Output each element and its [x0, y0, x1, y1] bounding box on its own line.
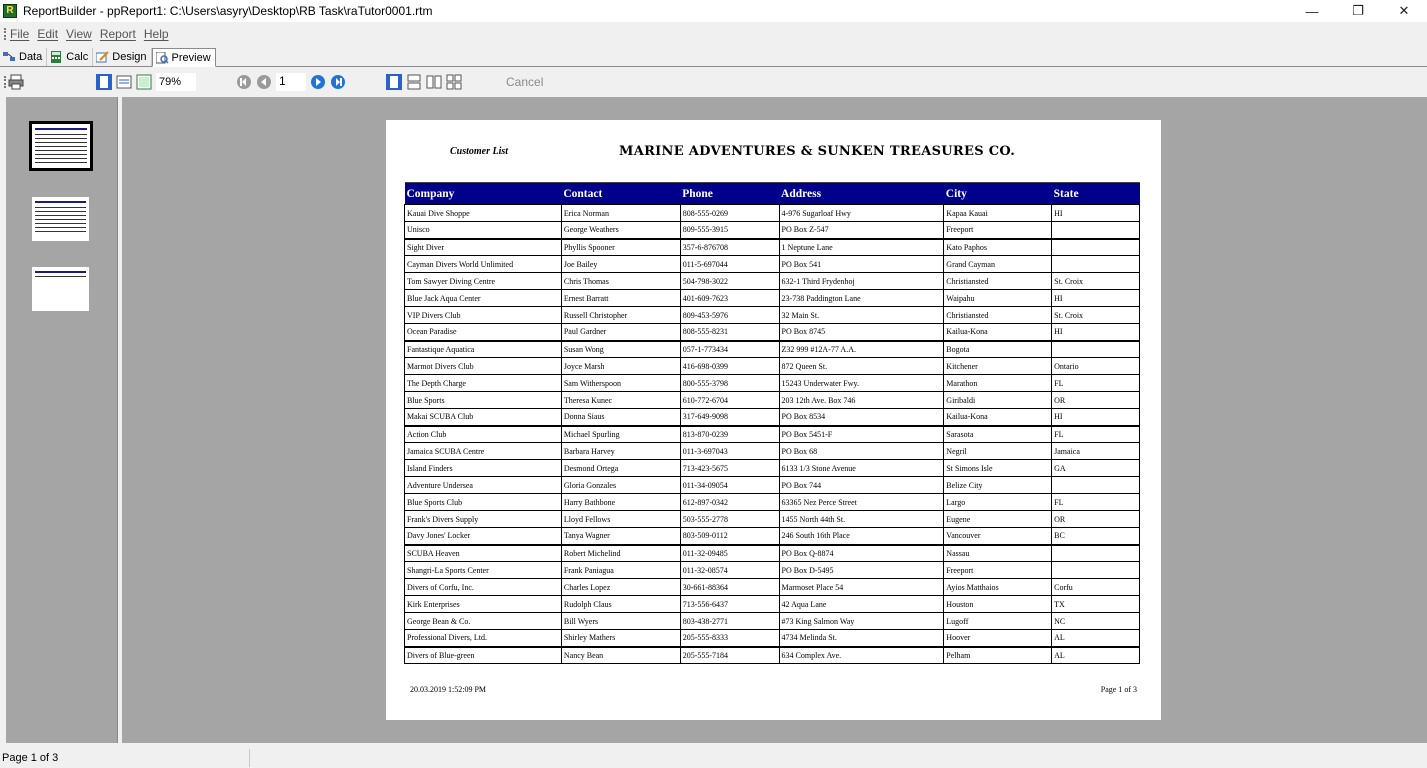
- report-footer-page-number: Page 1 of 3: [1100, 685, 1137, 694]
- table-cell-address: PO Box 744: [779, 477, 944, 494]
- tab-design[interactable]: [93, 48, 151, 66]
- workspace-tabs: [0, 48, 1427, 67]
- table-cell-address: 63365 Nez Perce Street: [779, 494, 944, 511]
- table-cell-state: Jamaica: [1052, 443, 1140, 460]
- table-row: [405, 562, 1140, 579]
- table-cell-company: Kauai Dive Shoppe: [405, 205, 562, 222]
- table-cell-company: Frank's Divers Supply: [405, 511, 562, 528]
- column-header-state: State: [1052, 183, 1140, 205]
- table-cell-city: Kapaa Kauai: [944, 205, 1052, 222]
- table-row: [405, 341, 1140, 358]
- table-cell-company: George Bean & Co.: [405, 613, 562, 630]
- table-cell-company: Divers of Corfu, Inc.: [405, 579, 562, 596]
- window-title: ReportBuilder - ppReport1: C:\Users\asyry\Desktop\RB Task\raTutor0001.rtm: [23, 4, 433, 18]
- table-cell-contact: Joe Bailey: [561, 256, 680, 273]
- table-cell-address: PO Box D-5495: [779, 562, 944, 579]
- table-cell-city: St Simons Isle: [944, 460, 1052, 477]
- table-cell-contact: Ernest Barratt: [561, 290, 680, 307]
- restore-button[interactable]: ❐: [1352, 3, 1364, 18]
- table-cell-address: 246 South 16th Place: [779, 528, 944, 545]
- table-cell-phone: 30-661-88364: [680, 579, 779, 596]
- table-cell-state: [1052, 222, 1140, 239]
- table-cell-phone: 011-3-697043: [680, 443, 779, 460]
- table-cell-contact: Gloria Gonzales: [561, 477, 680, 494]
- table-cell-state: [1052, 477, 1140, 494]
- zoom-percentage-field[interactable]: 79%: [156, 73, 196, 91]
- table-cell-phone: 809-555-3915: [680, 222, 779, 239]
- table-cell-phone: 504-798-3022: [680, 273, 779, 290]
- page-number-field[interactable]: 1: [276, 73, 306, 91]
- table-cell-city: Largo: [944, 494, 1052, 511]
- menu-view[interactable]: View: [66, 27, 92, 41]
- table-cell-contact: Tanya Wagner: [561, 528, 680, 545]
- table-cell-city: Negril: [944, 443, 1052, 460]
- table-cell-contact: Frank Paniagua: [561, 562, 680, 579]
- print-icon[interactable]: [8, 74, 24, 90]
- table-cell-company: Action Club: [405, 426, 562, 443]
- table-row: [405, 239, 1140, 256]
- table-row: [405, 290, 1140, 307]
- page-thumbnail-2[interactable]: [32, 197, 89, 241]
- table-cell-contact: Lloyd Fellows: [561, 511, 680, 528]
- table-cell-company: Fantastique Aquatica: [405, 341, 562, 358]
- table-cell-contact: Chris Thomas: [561, 273, 680, 290]
- tab-data-label: Data: [19, 51, 43, 63]
- menu-bar: [0, 24, 1427, 44]
- table-cell-address: Marmoset Place 54: [779, 579, 944, 596]
- table-row: [405, 477, 1140, 494]
- table-cell-address: 634 Complex Ave.: [779, 647, 944, 664]
- table-cell-city: Marathon: [944, 375, 1052, 392]
- table-cell-company: Ocean Paradise: [405, 324, 562, 341]
- cancel-button[interactable]: Cancel: [506, 75, 544, 89]
- table-cell-company: SCUBA Heaven: [405, 545, 562, 562]
- table-row: [405, 307, 1140, 324]
- close-button[interactable]: ✕: [1398, 3, 1410, 18]
- tab-calc[interactable]: [47, 48, 93, 66]
- table-cell-phone: 813-870-0239: [680, 426, 779, 443]
- table-cell-city: Houston: [944, 596, 1052, 613]
- table-row: [405, 630, 1140, 647]
- table-cell-phone: 011-5-697044: [680, 256, 779, 273]
- table-row: [405, 494, 1140, 511]
- table-cell-company: Blue Sports Club: [405, 494, 562, 511]
- single-page-view-icon[interactable]: [386, 74, 402, 90]
- table-cell-company: Divers of Blue-green: [405, 647, 562, 664]
- table-cell-company: Tom Sawyer Diving Centre: [405, 273, 562, 290]
- table-cell-phone: 057-1-773434: [680, 341, 779, 358]
- table-cell-state: FL: [1052, 375, 1140, 392]
- status-bar: [0, 748, 1427, 768]
- tab-calc-label: Calc: [66, 51, 89, 63]
- column-header-address: Address: [779, 183, 944, 205]
- table-cell-phone: 317-649-9098: [680, 409, 779, 426]
- table-row: [405, 392, 1140, 409]
- whole-page-icon[interactable]: [96, 74, 112, 90]
- column-header-phone: Phone: [680, 183, 779, 205]
- customer-table: [404, 182, 1140, 664]
- tab-design-label: Design: [112, 51, 147, 63]
- table-row: [405, 426, 1140, 443]
- table-cell-address: PO Box 8745: [779, 324, 944, 341]
- table-cell-state: HI: [1052, 290, 1140, 307]
- page-thumbnail-3[interactable]: [32, 267, 89, 311]
- table-cell-city: Kitchener: [944, 358, 1052, 375]
- table-cell-phone: 713-556-6437: [680, 596, 779, 613]
- table-cell-address: 15243 Underwater Fwy.: [779, 375, 944, 392]
- table-cell-address: 23-738 Paddington Lane: [779, 290, 944, 307]
- report-page: [386, 120, 1161, 720]
- data-icon: [3, 51, 16, 63]
- table-cell-address: PO Box Q-8874: [779, 545, 944, 562]
- calc-icon: [50, 51, 63, 63]
- page-width-icon[interactable]: [116, 74, 132, 90]
- table-cell-address: 4-976 Sugarloaf Hwy: [779, 205, 944, 222]
- table-cell-city: Nassau: [944, 545, 1052, 562]
- design-icon: [96, 51, 109, 63]
- table-cell-address: PO Box 5451-F: [779, 426, 944, 443]
- page-thumbnail-1[interactable]: [29, 121, 93, 171]
- table-cell-phone: 713-423-5675: [680, 460, 779, 477]
- table-cell-phone: 416-698-0399: [680, 358, 779, 375]
- table-cell-phone: 808-555-8231: [680, 324, 779, 341]
- table-cell-company: Marmot Divers Club: [405, 358, 562, 375]
- column-header-contact: Contact: [561, 183, 680, 205]
- table-cell-city: Ayios Matthaios: [944, 579, 1052, 596]
- table-cell-contact: Bill Wyers: [561, 613, 680, 630]
- table-cell-state: [1052, 341, 1140, 358]
- table-cell-company: Blue Jack Aqua Center: [405, 290, 562, 307]
- multi-page-view-icon[interactable]: [446, 74, 462, 90]
- table-cell-city: Vancouver: [944, 528, 1052, 545]
- table-cell-state: FL: [1052, 494, 1140, 511]
- table-cell-address: 1455 North 44th St.: [779, 511, 944, 528]
- table-cell-city: Hoover: [944, 630, 1052, 647]
- table-row: [405, 647, 1140, 664]
- table-cell-company: Sight Diver: [405, 239, 562, 256]
- table-header-row: [405, 183, 1140, 205]
- table-cell-address: 4734 Melinda St.: [779, 630, 944, 647]
- table-cell-company: Makai SCUBA Club: [405, 409, 562, 426]
- table-cell-phone: 205-555-8333: [680, 630, 779, 647]
- table-cell-city: Giribaldi: [944, 392, 1052, 409]
- table-cell-state: OR: [1052, 392, 1140, 409]
- table-cell-phone: 011-32-09485: [680, 545, 779, 562]
- table-row: [405, 256, 1140, 273]
- table-cell-contact: Paul Gardner: [561, 324, 680, 341]
- 100-percent-icon[interactable]: [136, 74, 152, 90]
- table-cell-phone: 803-438-2771: [680, 613, 779, 630]
- table-cell-phone: 205-555-7184: [680, 647, 779, 664]
- table-cell-city: Kato Paphos: [944, 239, 1052, 256]
- report-footer-date: 20.03.2019 1:52:09 PM: [410, 685, 487, 694]
- menu-grip-icon: [4, 28, 6, 40]
- table-cell-state: HI: [1052, 324, 1140, 341]
- table-cell-contact: Sam Witherspoon: [561, 375, 680, 392]
- table-cell-phone: 011-34-09054: [680, 477, 779, 494]
- table-cell-phone: 503-555-2778: [680, 511, 779, 528]
- tab-preview[interactable]: [152, 48, 216, 67]
- table-row: [405, 579, 1140, 596]
- last-page-icon[interactable]: [330, 74, 346, 90]
- table-cell-state: OR: [1052, 511, 1140, 528]
- toolbar-grip-icon: [4, 76, 6, 88]
- prior-page-icon[interactable]: [256, 74, 272, 90]
- table-cell-contact: Desmond Ortega: [561, 460, 680, 477]
- table-cell-address: PO Box 68: [779, 443, 944, 460]
- table-cell-phone: 808-555-0269: [680, 205, 779, 222]
- table-row: [405, 596, 1140, 613]
- two-page-view-icon[interactable]: [426, 74, 442, 90]
- table-cell-contact: Russell Christopher: [561, 307, 680, 324]
- page-thumbnails-panel[interactable]: [6, 97, 118, 743]
- table-cell-state: HI: [1052, 409, 1140, 426]
- table-cell-phone: 803-509-0112: [680, 528, 779, 545]
- preview-toolbar: [0, 68, 1427, 96]
- table-cell-address: Z32 999 #12A-77 A.A.: [779, 341, 944, 358]
- table-row: [405, 273, 1140, 290]
- column-header-company: Company: [405, 183, 562, 205]
- table-cell-state: GA: [1052, 460, 1140, 477]
- table-cell-state: [1052, 239, 1140, 256]
- table-cell-contact: Erica Norman: [561, 205, 680, 222]
- table-row: [405, 222, 1140, 239]
- continuous-view-icon[interactable]: [406, 74, 422, 90]
- table-cell-company: VIP Divers Club: [405, 307, 562, 324]
- table-cell-state: FL: [1052, 426, 1140, 443]
- table-cell-contact: Donna Siaus: [561, 409, 680, 426]
- status-page-text: Page 1 of 3: [0, 749, 250, 767]
- table-cell-contact: Charles Lopez: [561, 579, 680, 596]
- table-cell-state: [1052, 545, 1140, 562]
- report-title: Customer List: [450, 146, 509, 157]
- table-cell-state: HI: [1052, 205, 1140, 222]
- table-cell-contact: Susan Wong: [561, 341, 680, 358]
- table-cell-company: Adventure Undersea: [405, 477, 562, 494]
- table-cell-address: PO Box 541: [779, 256, 944, 273]
- table-cell-contact: Barbara Harvey: [561, 443, 680, 460]
- menu-file[interactable]: File: [10, 27, 30, 41]
- table-cell-state: TX: [1052, 596, 1140, 613]
- table-cell-state: [1052, 562, 1140, 579]
- table-cell-phone: 800-555-3798: [680, 375, 779, 392]
- table-cell-address: 872 Queen St.: [779, 358, 944, 375]
- table-cell-contact: Harry Bathbone: [561, 494, 680, 511]
- report-company-name: MARINE ADVENTURES & SUNKEN TREASURES CO.: [619, 144, 1016, 159]
- table-cell-state: St. Croix: [1052, 273, 1140, 290]
- menu-help[interactable]: Help: [143, 27, 169, 41]
- table-cell-city: Eugene: [944, 511, 1052, 528]
- table-cell-city: Bogota: [944, 341, 1052, 358]
- table-cell-phone: 809-453-5976: [680, 307, 779, 324]
- table-row: [405, 205, 1140, 222]
- table-cell-contact: Nancy Bean: [561, 647, 680, 664]
- table-cell-company: Island Finders: [405, 460, 562, 477]
- table-row: [405, 528, 1140, 545]
- table-cell-company: Professional Divers, Ltd.: [405, 630, 562, 647]
- table-cell-address: 6133 1/3 Stone Avenue: [779, 460, 944, 477]
- menu-report[interactable]: Report: [99, 27, 136, 41]
- tab-preview-label: Preview: [171, 51, 211, 64]
- table-cell-company: Unisco: [405, 222, 562, 239]
- table-cell-state: BC: [1052, 528, 1140, 545]
- table-cell-company: Kirk Enterprises: [405, 596, 562, 613]
- table-cell-city: Kailua-Kona: [944, 409, 1052, 426]
- table-cell-company: Shangri-La Sports Center: [405, 562, 562, 579]
- table-cell-contact: George Weathers: [561, 222, 680, 239]
- table-cell-contact: Phyllis Spooner: [561, 239, 680, 256]
- minimize-button[interactable]: —: [1305, 3, 1319, 19]
- table-cell-city: Christiansted: [944, 273, 1052, 290]
- table-row: [405, 511, 1140, 528]
- table-cell-state: AL: [1052, 647, 1140, 664]
- table-cell-state: AL: [1052, 630, 1140, 647]
- table-cell-state: [1052, 256, 1140, 273]
- table-cell-address: 632-1 Third Frydenhoj: [779, 273, 944, 290]
- next-page-icon[interactable]: [310, 74, 326, 90]
- table-cell-contact: Joyce Marsh: [561, 358, 680, 375]
- title-bar: [0, 0, 1427, 22]
- table-cell-company: Blue Sports: [405, 392, 562, 409]
- table-cell-state: NC: [1052, 613, 1140, 630]
- table-cell-address: 1 Neptune Lane: [779, 239, 944, 256]
- table-row: [405, 545, 1140, 562]
- table-cell-phone: 401-609-7623: [680, 290, 779, 307]
- table-cell-city: Christiansted: [944, 307, 1052, 324]
- reportbuilder-app-icon: R: [3, 4, 17, 18]
- table-cell-company: Cayman Divers World Unlimited: [405, 256, 562, 273]
- table-cell-city: Sarasota: [944, 426, 1052, 443]
- table-cell-city: Freeport: [944, 562, 1052, 579]
- table-cell-state: Corfu: [1052, 579, 1140, 596]
- table-cell-company: The Depth Charge: [405, 375, 562, 392]
- table-cell-city: Kailua-Kona: [944, 324, 1052, 341]
- table-cell-city: Belize City: [944, 477, 1052, 494]
- table-row: [405, 443, 1140, 460]
- table-cell-contact: Rudolph Claus: [561, 596, 680, 613]
- table-cell-company: Davy Jones' Locker: [405, 528, 562, 545]
- column-header-city: City: [944, 183, 1052, 205]
- table-cell-state: St. Croix: [1052, 307, 1140, 324]
- table-cell-city: Lugoff: [944, 613, 1052, 630]
- table-cell-address: 32 Main St.: [779, 307, 944, 324]
- table-cell-phone: 610-772-6704: [680, 392, 779, 409]
- table-cell-contact: Michael Spurling: [561, 426, 680, 443]
- table-cell-address: 42 Aqua Lane: [779, 596, 944, 613]
- table-cell-address: 203 12th Ave. Box 746: [779, 392, 944, 409]
- table-cell-contact: Robert Michelind: [561, 545, 680, 562]
- table-cell-state: Ontario: [1052, 358, 1140, 375]
- table-cell-phone: 612-897-0342: [680, 494, 779, 511]
- table-row: [405, 409, 1140, 426]
- table-cell-phone: 011-32-08574: [680, 562, 779, 579]
- table-row: [405, 358, 1140, 375]
- first-page-icon[interactable]: [236, 74, 252, 90]
- tab-data[interactable]: [0, 48, 47, 66]
- table-row: [405, 324, 1140, 341]
- table-cell-company: Jamaica SCUBA Centre: [405, 443, 562, 460]
- table-row: [405, 375, 1140, 392]
- table-cell-phone: 357-6-876708: [680, 239, 779, 256]
- table-cell-city: Freeport: [944, 222, 1052, 239]
- table-cell-address: #73 King Salmon Way: [779, 613, 944, 630]
- table-cell-city: Pelham: [944, 647, 1052, 664]
- table-cell-address: PO Box 8534: [779, 409, 944, 426]
- table-row: [405, 460, 1140, 477]
- report-preview-area[interactable]: [122, 97, 1427, 743]
- table-cell-contact: Shirley Mathers: [561, 630, 680, 647]
- menu-edit[interactable]: Edit: [37, 27, 59, 41]
- table-cell-city: Grand Cayman: [944, 256, 1052, 273]
- table-cell-address: PO Box Z-547: [779, 222, 944, 239]
- table-cell-city: Waipahu: [944, 290, 1052, 307]
- table-row: [405, 613, 1140, 630]
- preview-icon: [156, 52, 169, 64]
- table-cell-contact: Theresa Kunec: [561, 392, 680, 409]
